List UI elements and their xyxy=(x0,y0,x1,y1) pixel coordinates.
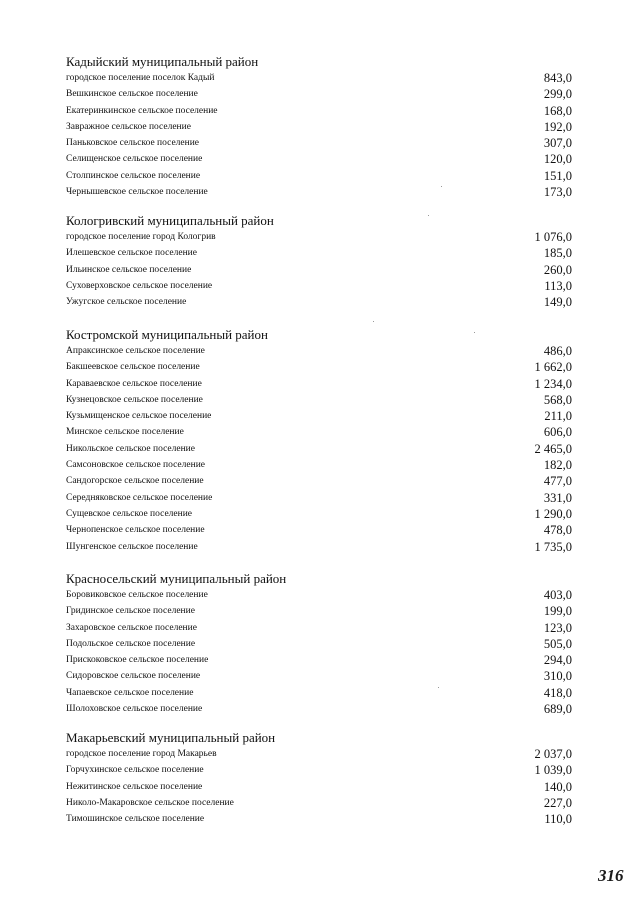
settlement-row xyxy=(66,603,576,619)
settlement-row xyxy=(66,539,576,555)
settlement-name: Николо-Макаровское сельское поселение xyxy=(66,797,234,808)
settlement-row xyxy=(66,245,576,261)
settlement-name: Сандогорское сельское поселение xyxy=(66,476,204,487)
settlement-row xyxy=(66,811,576,827)
settlement-value: 1 039,0 xyxy=(534,763,572,778)
settlement-name: Караваевское сельское поселение xyxy=(66,378,202,389)
settlement-row xyxy=(66,376,576,392)
settlement-value: 149,0 xyxy=(543,295,572,310)
page-number: 316 xyxy=(598,866,624,885)
settlement-name: Захаровское сельское поселение xyxy=(66,622,197,633)
settlement-value: 1 076,0 xyxy=(534,230,572,244)
settlement-row xyxy=(66,441,576,457)
settlement-value: 2 465,0 xyxy=(534,441,572,456)
settlement-name: городское поселение город Макарьев xyxy=(66,749,217,759)
settlement-name: Апраксинское сельское поселение xyxy=(66,346,205,356)
settlement-row xyxy=(66,359,576,375)
settlement-value: 182,0 xyxy=(543,458,572,473)
settlement-value: 568,0 xyxy=(543,392,572,407)
settlement-row xyxy=(66,119,576,135)
settlement-value: 294,0 xyxy=(543,653,572,668)
scan-speck xyxy=(441,186,442,187)
settlement-name: Селищенское сельское поселение xyxy=(66,154,203,165)
settlement-value: 478,0 xyxy=(543,523,572,538)
settlement-value: 123,0 xyxy=(543,620,572,635)
settlement-value: 120,0 xyxy=(543,152,572,167)
settlement-name: Никольское сельское поселение xyxy=(66,443,195,454)
settlement-value: 505,0 xyxy=(543,636,572,651)
settlement-value: 477,0 xyxy=(543,474,572,489)
settlement-value: 331,0 xyxy=(543,490,572,505)
settlement-value: 140,0 xyxy=(543,779,572,794)
settlement-row xyxy=(66,343,576,359)
settlement-name: Прискоковское сельское поселение xyxy=(66,655,209,666)
settlement-value: 843,0 xyxy=(543,71,572,85)
settlement-name: Сущевское сельское поселение xyxy=(66,508,193,519)
scan-speck xyxy=(373,321,374,322)
settlement-value: 227,0 xyxy=(543,795,572,810)
settlement-value: 1 735,0 xyxy=(534,539,572,554)
settlement-name: Завражное сельское поселение xyxy=(66,121,191,132)
settlement-name: Бакшеевское сельское поселение xyxy=(66,362,200,373)
settlement-name: Илешевское сельское поселение xyxy=(66,248,197,259)
settlement-row xyxy=(66,278,576,294)
settlement-row xyxy=(66,762,576,778)
settlement-row xyxy=(66,701,576,717)
settlement-value: 211,0 xyxy=(544,409,572,424)
settlement-name: Чернопенское сельское поселение xyxy=(66,525,205,536)
settlement-name: Шунгенское сельское поселение xyxy=(66,541,198,552)
scan-speck xyxy=(438,687,439,688)
settlement-name: Нежитинское сельское поселение xyxy=(66,781,203,792)
settlement-row xyxy=(66,652,576,668)
settlement-name: городское поселение город Кологрив xyxy=(66,232,216,242)
settlement-value: 168,0 xyxy=(543,103,572,118)
settlement-row xyxy=(66,779,576,795)
settlement-name: Суховерховское сельское поселение xyxy=(66,280,213,291)
settlement-name: Паньковское сельское поселение xyxy=(66,138,200,149)
settlement-row xyxy=(66,636,576,652)
settlement-name: Кузнецовское сельское поселение xyxy=(66,394,203,405)
settlement-name: Сидоровское сельское поселение xyxy=(66,671,201,682)
district-heading: Красносельский муниципальный район xyxy=(66,571,287,586)
settlement-value: 307,0 xyxy=(543,136,572,151)
settlement-value: 2 037,0 xyxy=(534,747,572,761)
settlement-row xyxy=(66,424,576,440)
settlement-row xyxy=(66,392,576,408)
settlement-row xyxy=(66,490,576,506)
settlement-name: Шолоховское сельское поселение xyxy=(66,704,203,715)
settlement-row xyxy=(66,184,576,200)
settlement-row xyxy=(66,795,576,811)
settlement-row xyxy=(66,668,576,684)
settlement-row xyxy=(66,522,576,538)
settlement-row xyxy=(66,746,576,762)
settlement-name: Самсоновское сельское поселение xyxy=(66,460,205,471)
settlement-name: городское поселение поселок Кадый xyxy=(66,73,215,83)
scan-speck xyxy=(474,332,475,333)
district-heading: Кадыйский муниципальный район xyxy=(66,54,259,69)
settlement-value: 192,0 xyxy=(543,119,572,134)
settlement-value: 113,0 xyxy=(544,278,572,293)
settlement-row xyxy=(66,408,576,424)
settlement-row xyxy=(66,168,576,184)
settlement-value: 199,0 xyxy=(543,604,572,619)
settlement-name: Тимошинское сельское поселение xyxy=(66,814,205,825)
settlement-name: Столпинское сельское поселение xyxy=(66,170,201,181)
settlement-value: 606,0 xyxy=(543,425,572,440)
settlement-name: Ужугское сельское поселение xyxy=(66,297,187,308)
settlement-value: 689,0 xyxy=(543,702,572,717)
settlement-value: 403,0 xyxy=(543,588,572,602)
district-section-krasnoye xyxy=(66,571,576,717)
settlement-name: Боровиковское сельское поселение xyxy=(66,590,208,600)
settlement-row xyxy=(66,685,576,701)
settlement-row xyxy=(66,473,576,489)
settlement-name: Середняковское сельское поселение xyxy=(66,492,213,503)
settlement-row xyxy=(66,506,576,522)
settlement-name: Минское сельское поселение xyxy=(66,427,184,438)
settlement-row xyxy=(66,70,576,86)
settlement-name: Подольское сельское поселение xyxy=(66,638,196,649)
district-heading: Костромской муниципальный район xyxy=(66,327,268,342)
settlement-row xyxy=(66,457,576,473)
district-section-kologriv xyxy=(66,213,576,310)
settlement-name: Чапаевское сельское поселение xyxy=(66,687,194,698)
settlement-row xyxy=(66,135,576,151)
settlement-value: 310,0 xyxy=(543,669,572,684)
settlement-row xyxy=(66,294,576,310)
district-section-kostroma xyxy=(66,327,576,555)
district-heading: Кологривский муниципальный район xyxy=(66,213,274,228)
settlement-value: 151,0 xyxy=(543,168,572,183)
settlement-name: Чернышевское сельское поселение xyxy=(66,187,208,198)
settlement-value: 110,0 xyxy=(544,812,572,827)
settlement-value: 418,0 xyxy=(543,685,572,700)
settlement-name: Ильинское сельское поселение xyxy=(66,264,192,275)
settlement-value: 260,0 xyxy=(543,262,572,277)
settlement-row xyxy=(66,620,576,636)
settlement-row xyxy=(66,587,576,603)
scan-speck xyxy=(428,215,429,216)
settlement-name: Горчухинское сельское поселение xyxy=(66,765,204,776)
settlement-name: Вешкинское сельское поселение xyxy=(66,89,198,100)
settlement-name: Гридинское сельское поселение xyxy=(66,606,195,617)
settlement-name: Екатеринкинское сельское поселение xyxy=(66,105,218,116)
settlement-row xyxy=(66,86,576,102)
settlement-value: 299,0 xyxy=(543,87,572,102)
settlement-value: 173,0 xyxy=(543,185,572,200)
settlement-value: 185,0 xyxy=(543,246,572,261)
settlement-row xyxy=(66,262,576,278)
district-section-makaryev xyxy=(66,730,576,827)
district-heading: Макарьевский муниципальный район xyxy=(66,730,276,745)
settlement-row xyxy=(66,103,576,119)
settlement-row xyxy=(66,151,576,167)
settlement-name: Кузьмищенское сельское поселение xyxy=(66,411,212,422)
settlement-value: 486,0 xyxy=(543,344,572,358)
district-section-kadyi xyxy=(66,54,576,200)
settlement-value: 1 662,0 xyxy=(534,360,572,375)
settlement-row xyxy=(66,229,576,245)
settlement-value: 1 290,0 xyxy=(534,506,572,521)
settlement-value: 1 234,0 xyxy=(534,376,572,391)
